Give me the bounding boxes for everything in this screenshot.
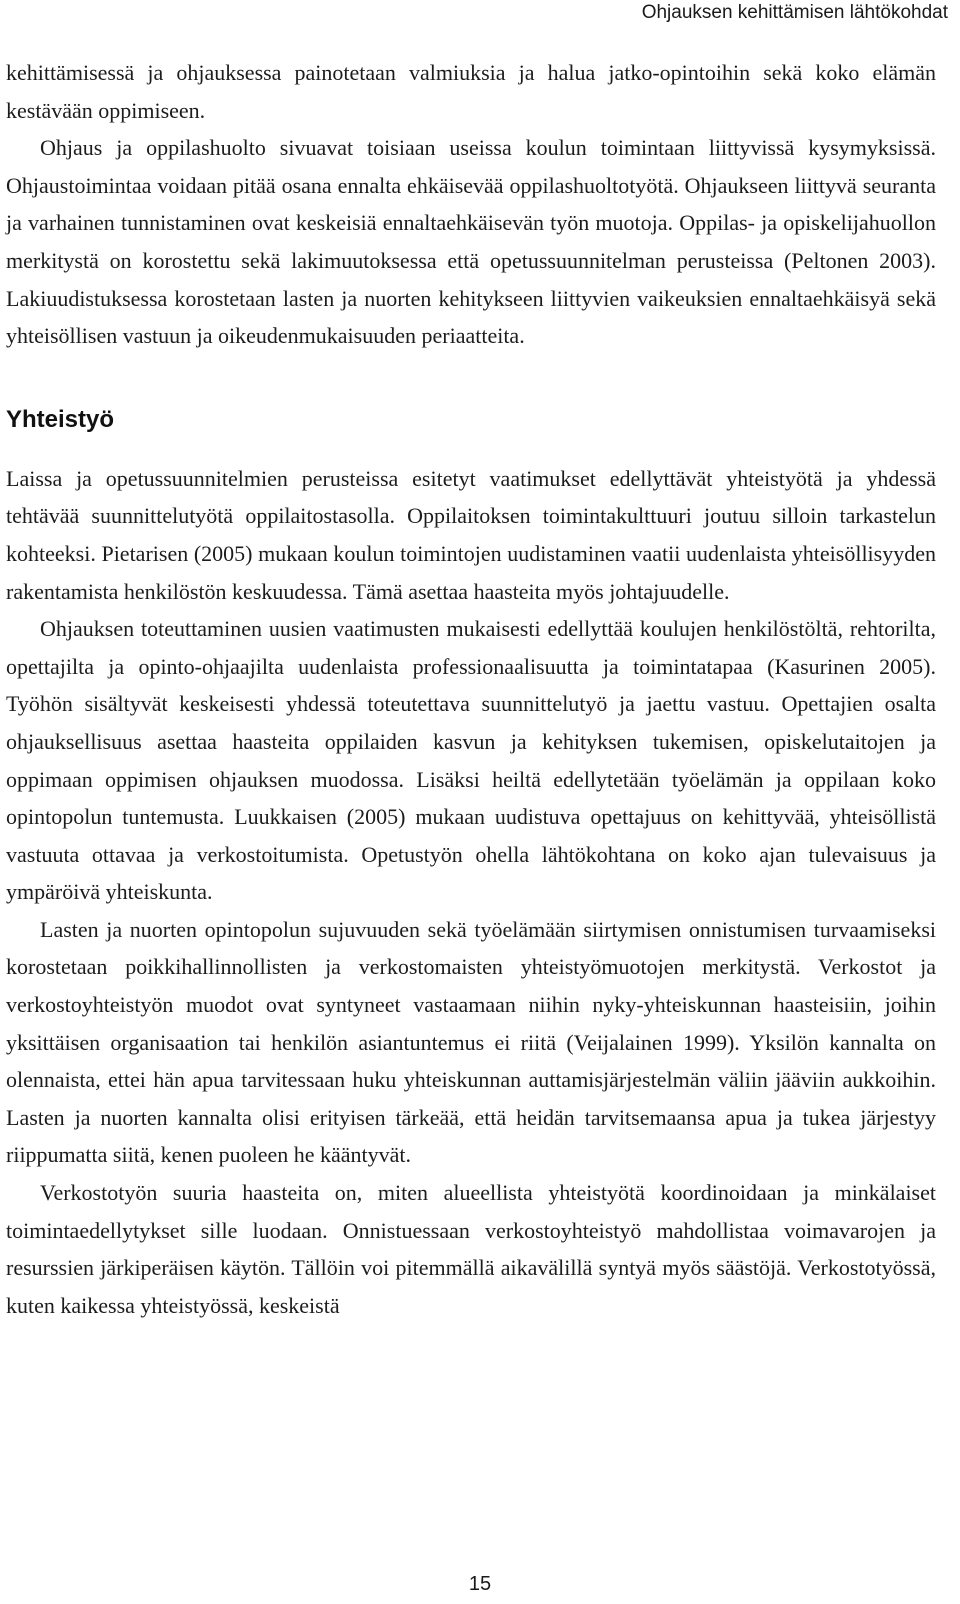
section-heading-yhteistyo: Yhteistyö xyxy=(6,405,115,433)
paragraph-yhteistyo-2: Ohjauksen toteuttaminen uusien vaatimusten mukaisesti edellyttää koulujen henkilöstöltä, rehtorilta, opettajilta ja opinto-ohjaajilta uudenlaista professionaalisuutta ja toimintatapaa (Kasurinen 2005). Työhön sisältyvät keskeisesti yhdessä toteutettava suunnittelutyö ja jaettu vastuu. Opettajien osalta ohjauksellisuus asettaa haasteita oppilaiden kasvun ja kehityksen tukemisen, opiskelutaitojen ja oppimaan oppimisen ohjauksen muodossa. Lisäksi heiltä edellytetään työelämän ja oppilaan koko opintopolun tuntemusta. Luukkaisen (2005) mukaan uudistuva opettajuus on kehittyvää, yhteisöllistä vastuuta ottavaa ja verkostoitumista. Opetustyön ohella lähtökohtana on koko ajan tulevaisuus ja ympäröivä yhteiskunta. xyxy=(6,616,936,905)
paragraph-yhteistyo-3: Lasten ja nuorten opintopolun sujuvuuden sekä työelämään siirtymisen onnistumisen turvaamiseksi korostetaan poikkihallinnollisten ja verkostomaisten yhteistyömuotojen merkitystä. Verkostot ja verkostoyhteistyön muodot ovat syntyneet vastaamaan niihin nyky-yhteiskunnan haasteisiin, joihin yksittäisen organisaation tai henkilön asiantuntemus ei riitä (Veijalainen 1999). Yksilön kannalta on olennaista, ettei hän apua tarvitessaan huku yhteiskunnan auttamisjärjestelmän väliin jääviin aukkoihin. Lasten ja nuorten kannalta olisi erityisen tärkeää, että heidän tarvitsemaansa apua ja tukea järjestyy riippumatta siitä, kenen puoleen he kääntyvät. xyxy=(6,916,936,1168)
paragraph-intro-continuation: kehittämisessä ja ohjauksessa painotetaan valmiuksia ja halua jatko-opintoihin sekä koko elämän kestävään oppimiseen. xyxy=(6,60,936,123)
page-number: 15 xyxy=(468,1573,492,1595)
paragraph-yhteistyo-4: Verkostotyön suuria haasteita on, miten alueellista yhteistyötä koordinoidaan ja minkälaiset toimintaedellytykset sille luodaan. Onnistuessaan verkostoyhteistyö mahdollistaa voimavarojen ja resurssien järkiperäisen käytön. Tällöin voi pitemmällä aikavälillä syntyä myös säästöjä. Verkostotyössä, kuten kaikessa yhteistyössä, keskeistä xyxy=(6,1180,936,1318)
running-header: Ohjauksen kehittämisen lähtökohdat xyxy=(641,2,948,23)
paragraph-ohjaus-oppilashuolto: Ohjaus ja oppilashuolto sivuavat toisiaan useissa koulun toimintaan liittyvissä kysymyksissä. Ohjaustoimintaa voidaan pitää osana ennalta ehkäisevää oppilashuoltotyötä. Ohjaukseen liittyvä seuranta ja varhainen tunnistaminen ovat keskeisiä ennaltaehkäisevän työn muotoja. Oppilas- ja opiskelijahuollon merkitystä on korostettu sekä lakimuutoksessa että opetussuunnitelman perusteissa (Peltonen 2003). Lakiuudistuksessa korostetaan lasten ja nuorten kehitykseen liittyvien vaikeuksien ennaltaehkäisyä sekä yhteisöllisen vastuun ja oikeudenmukaisuuden periaatteita. xyxy=(6,135,936,349)
paragraph-yhteistyo-1: Laissa ja opetussuunnitelmien perusteissa esitetyt vaatimukset edellyttävät yhteistyötä ja yhdessä tehtävää suunnittelutyötä oppilaitostasolla. Oppilaitoksen toimintakulttuuri joutuu silloin tarkastelun kohteeksi. Pietarisen (2005) mukaan koulun toimintojen uudistaminen vaatii uudenlaista yhteisöllisyyden rakentamista henkilöstön keskuudessa. Tämä asettaa haasteita myös johtajuudelle. xyxy=(6,465,936,604)
page-body xyxy=(6,54,936,1324)
